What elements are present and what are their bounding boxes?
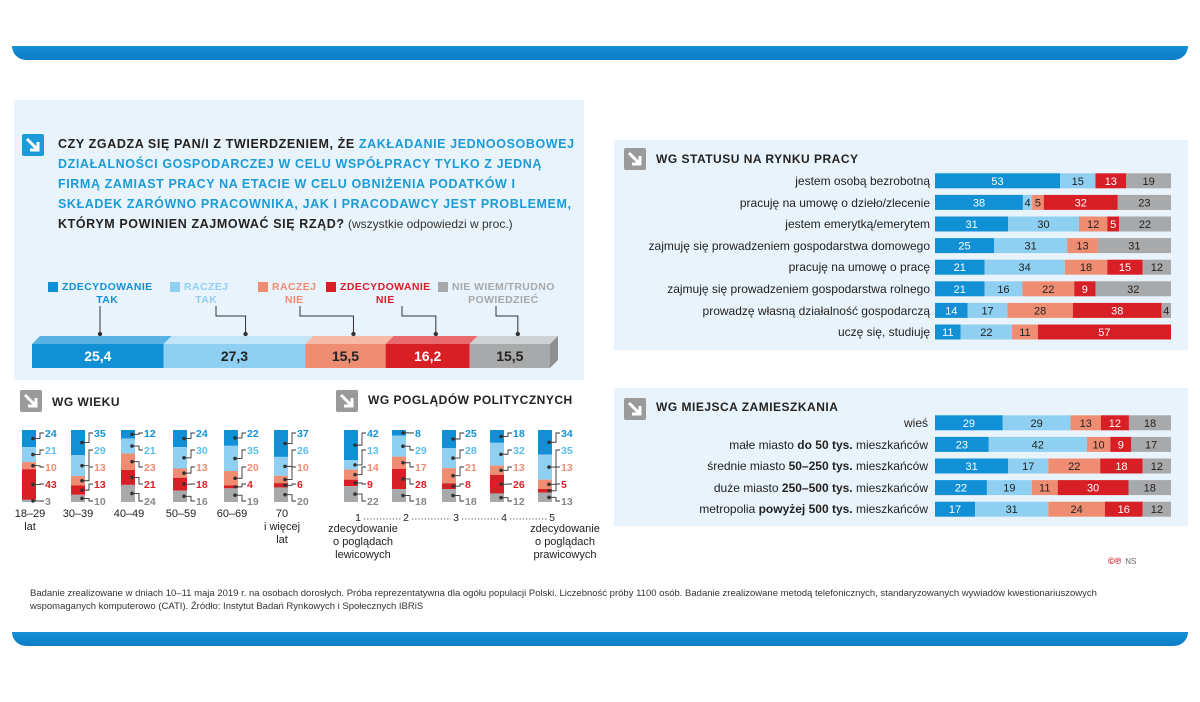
row-label [714, 481, 928, 495]
stacked-value-label: 18 [196, 479, 208, 491]
stacked-value-label: 17 [415, 462, 427, 474]
politics-axis-number: 5 [549, 512, 555, 524]
stacked-value-label: 28 [465, 445, 477, 457]
stacked-value-label: 9 [1117, 439, 1124, 452]
stacked-value-label: 25 [958, 240, 971, 253]
row-label-text: metropolia [699, 502, 759, 517]
row-label [904, 416, 928, 430]
stacked-value-label: 32 [1074, 197, 1087, 210]
age-label-line: lat [276, 534, 288, 546]
stacked-value-label: 13 [1104, 175, 1117, 188]
stacked-value-label: 15 [1071, 175, 1084, 188]
stacked-value-label: 31 [1024, 240, 1037, 253]
stacked-value-label: 4 [1024, 197, 1031, 210]
stacked-value-label: 20 [297, 496, 309, 508]
stacked-value-label: 17 [948, 504, 962, 517]
total-bar-label: 27,3 [220, 348, 249, 364]
total-bar-top [386, 336, 478, 344]
stacked-value-label: 26 [513, 479, 525, 491]
stacked-value-label: 38 [972, 197, 986, 210]
stacked-value-label: 29 [415, 445, 427, 457]
row-label [785, 217, 930, 231]
row-label [838, 325, 930, 339]
stacked-value-label: 16 [997, 283, 1010, 296]
stacked-value-label: 23 [1138, 197, 1151, 210]
stacked-value-label: 13 [94, 462, 106, 474]
stacked-value-label: 21 [45, 445, 57, 457]
stacked-value-label: 35 [94, 428, 106, 440]
total-bar-top [32, 336, 172, 344]
legend-line1: RACZEJ [272, 281, 317, 293]
legend-leader-line [216, 306, 246, 334]
age-category-label [159, 508, 203, 521]
question-note: (wszystkie odpowiedzi w proc.) [344, 217, 513, 231]
politics-caption-line: o poglądach [535, 536, 595, 548]
total-bar-chart [0, 270, 590, 380]
row-label-suffix: mieszkańców [852, 437, 928, 452]
stacked-value-label: 18 [513, 428, 525, 440]
arrow-down-right-icon [624, 148, 646, 170]
legend-line1: RACZEJ [184, 281, 229, 293]
age-label-line: 50–59 [165, 508, 197, 520]
stacked-value-label: 16 [1117, 504, 1130, 517]
arrow-down-right-icon [20, 390, 42, 412]
row-label-text: jestem osobą bezrobotną [795, 174, 930, 188]
stacked-value-label: 22 [1068, 461, 1081, 473]
leader-dot [98, 332, 102, 336]
stacked-value-label: 17 [1145, 439, 1158, 452]
row-label-bold: do 50 tys. [797, 437, 853, 452]
stacked-value-label: 19 [1142, 175, 1155, 188]
question-part1: CZY ZGADZA SIĘ PAN/I Z TWIERDZENIEM, ŻE [58, 137, 359, 151]
row-label-text: jestem emerytką/emerytem [785, 217, 930, 232]
age-category-label [107, 508, 151, 521]
stacked-value-label: 22 [980, 327, 993, 339]
row-label [789, 260, 930, 274]
stacked-value-label: 13 [94, 479, 106, 491]
stacked-value-label: 29 [962, 417, 976, 430]
stacked-value-label: 19 [247, 496, 259, 508]
stacked-value-label: 30 [196, 445, 208, 457]
stacked-value-label: 43 [45, 479, 57, 491]
stacked-value-label: 30 [1086, 482, 1100, 495]
arrow-down-right-icon [624, 398, 646, 420]
total-bar-label: 16,2 [414, 348, 442, 364]
age-label-line: 60–69 [216, 508, 248, 520]
row-label [740, 196, 930, 210]
stacked-value-label: 11 [1039, 482, 1051, 495]
stacked-value-label: 10 [1092, 439, 1105, 452]
stacked-value-label: 29 [94, 445, 106, 457]
stacked-value-label: 11 [942, 327, 954, 339]
row-label [703, 304, 930, 318]
stacked-value-label: 24 [1070, 504, 1083, 517]
row-label [795, 174, 930, 188]
age-label-line: 30–39 [62, 508, 94, 520]
politics-axis-number: 1 [355, 512, 361, 524]
legend-leader-line [496, 306, 518, 334]
stacked-value-label: 3 [45, 496, 51, 508]
stacked-value-label: 37 [297, 428, 309, 440]
row-label-suffix: mieszkańców [852, 502, 928, 517]
stacked-value-label: 9 [367, 479, 373, 491]
row-label-text: uczę się, studiuję [837, 325, 930, 340]
politics-caption-line: lewicowych [335, 549, 391, 561]
stacked-value-label: 35 [247, 445, 259, 457]
status-chart [935, 170, 1175, 345]
leader-dot [243, 332, 247, 336]
stacked-value-label: 4 [1163, 305, 1170, 318]
stacked-value-label: 24 [45, 428, 57, 440]
stacked-value-label: 20 [247, 462, 259, 474]
stacked-value-label: 17 [981, 305, 994, 318]
row-label-text: pracuję na umowę o pracę [788, 260, 930, 275]
stacked-value-label: 15 [1118, 262, 1132, 275]
politics-right-caption [520, 523, 610, 562]
legend-line1: ZDECYDOWANIE [340, 281, 431, 293]
stacked-value-label: 22 [1042, 283, 1055, 296]
row-label [699, 502, 928, 516]
legend-line2: NIE [375, 294, 395, 306]
copyright: ©℗ NS [1108, 556, 1137, 566]
stacked-value-label: 13 [513, 462, 525, 474]
politics-caption-line: o poglądach [333, 536, 393, 548]
row-label-text: prowadzę własną działalność gospodarczą [702, 303, 930, 318]
arrow-down-right-icon [22, 134, 44, 156]
legend-line2: POWIEDZIEĆ [468, 294, 539, 306]
leader-dot [434, 332, 438, 336]
stacked-value-label: 32 [1127, 283, 1140, 296]
stacked-value-label: 42 [367, 428, 379, 440]
stacked-value-label: 18 [1143, 482, 1156, 495]
politics-section-title: WG POGLĄDÓW POLITYCZNYCH [368, 393, 573, 407]
stacked-value-label: 6 [297, 479, 303, 491]
status-section-title: WG STATUSU NA RYNKU PRACY [656, 152, 859, 166]
row-label [667, 282, 930, 296]
total-bar-top [164, 336, 314, 344]
row-label-suffix: mieszkańców [852, 459, 928, 474]
legend-line1: NIE WIEM/TRUDNO [452, 281, 555, 293]
age-category-label [260, 508, 304, 547]
age-category-label [56, 508, 100, 521]
stacked-value-label: 32 [513, 445, 525, 457]
legend-line2: NIE [284, 294, 304, 306]
legend-line2: TAK [96, 294, 119, 306]
stacked-value-label: 4 [247, 479, 253, 491]
politics-axis-number: 2 [403, 512, 409, 524]
stacked-value-label: 13 [1076, 240, 1089, 253]
row-label-text: wieś [903, 416, 928, 430]
stacked-value-label: 10 [297, 462, 309, 474]
stacked-value-label: 21 [465, 462, 477, 474]
legend-leader-line [402, 306, 436, 334]
bottom-band [12, 632, 1188, 646]
stacked-value-label: 28 [415, 479, 427, 491]
stacked-value-label: 18 [1115, 461, 1128, 473]
question-text [58, 134, 578, 234]
politics-axis-number: 4 [501, 512, 507, 524]
leader-dot [351, 332, 355, 336]
stacked-value-label: 26 [297, 445, 309, 457]
total-bar-label: 25,4 [84, 348, 112, 364]
politics-caption-line: zdecydowanie [530, 523, 600, 535]
row-label-bold: 250–500 tys. [781, 480, 853, 495]
politics-caption-line: zdecydowanie [328, 523, 398, 535]
stacked-value-label: 31 [965, 461, 978, 473]
age-label-line: 18–29 [14, 508, 46, 520]
stacked-value-label: 23 [144, 462, 156, 474]
stacked-value-label: 22 [367, 496, 379, 508]
age-category-label [8, 508, 52, 534]
author-initials: NS [1125, 557, 1137, 566]
row-label-text: duże miasto [713, 480, 782, 495]
stacked-value-label: 14 [945, 305, 958, 318]
stacked-value-label: 21 [144, 445, 156, 457]
total-bar-top [470, 336, 558, 344]
stacked-value-label: 14 [367, 462, 379, 474]
age-label-line: 70 [275, 508, 289, 520]
question-part3: KTÓRYM POWINIEN ZAJMOWAĆ SIĘ RZĄD? [58, 217, 345, 231]
stacked-value-label: 21 [953, 262, 966, 275]
row-label-bold: 50–250 tys. [788, 459, 853, 474]
stacked-value-label: 22 [1138, 219, 1152, 231]
age-label-line: 40–49 [113, 508, 145, 520]
stacked-value-label: 35 [561, 445, 573, 457]
top-band [12, 46, 1188, 60]
footnote: Badanie zrealizowane w dniach 10–11 maja 2019 r. na osobach dorosłych. Próba reprezentatywna dla ogółu populacji Polski. Liczebność próby 1100 osób. Badanie zrealizowane metodą telefonicznych, standaryzowanych wywiadów kwestionariuszowych wspomaganych komputerowo (CATI). Źródło: Instytut Badań Rynkowych i Społecznych IBRiS [30, 588, 1097, 612]
stacked-value-label: 12 [1150, 262, 1163, 275]
stacked-value-label: 24 [144, 496, 156, 508]
stacked-value-label: 30 [1037, 219, 1050, 231]
stacked-value-label: 28 [1034, 305, 1047, 318]
stacked-value-label: 10 [94, 496, 106, 508]
stacked-value-label: 13 [561, 462, 573, 474]
row-label-text: pracuję na umowę o dzieło/zlecenie [739, 195, 930, 210]
stacked-value-label: 21 [144, 479, 156, 491]
stacked-value-label: 31 [965, 219, 978, 231]
stacked-value-label: 12 [1150, 504, 1163, 517]
stacked-value-label: 18 [1143, 417, 1157, 430]
stacked-value-label: 16 [196, 496, 208, 508]
stacked-value-label: 12 [144, 428, 156, 440]
stacked-value-label: 12 [1108, 417, 1122, 430]
row-label-text: małe miasto [729, 437, 798, 452]
stacked-value-label: 12 [513, 496, 525, 508]
stacked-value-label: 13 [1079, 417, 1092, 430]
stacked-value-label: 22 [247, 428, 259, 440]
stacked-value-label: 11 [1019, 327, 1031, 339]
age-chart [0, 420, 330, 510]
stacked-value-label: 8 [415, 428, 421, 440]
stacked-value-label: 34 [561, 428, 573, 440]
stacked-value-label: 24 [196, 428, 208, 440]
politics-left-caption [318, 523, 408, 562]
leader-dot [516, 332, 520, 336]
total-bar-top [305, 336, 393, 344]
row-label-text: zajmuję się prowadzeniem gospodarstwa rolnego [667, 282, 930, 296]
stacked-value-label: 31 [1005, 504, 1018, 517]
age-section-title: WG WIEKU [52, 395, 120, 409]
legend-line1: ZDECYDOWANIE [62, 281, 153, 293]
stacked-value-label: 10 [45, 462, 57, 474]
stacked-value-label: 25 [465, 428, 477, 440]
legend-line2: TAK [195, 294, 218, 306]
stacked-value-label: 29 [1030, 417, 1043, 430]
stacked-value-label: 23 [955, 439, 968, 452]
stacked-value-label: 38 [1111, 305, 1124, 318]
stacked-value-label: 19 [1003, 482, 1016, 495]
row-label [707, 459, 928, 473]
stacked-value-label: 12 [1086, 219, 1100, 231]
politics-chart [330, 420, 590, 530]
row-label [649, 239, 930, 253]
row-label-text: średnie miasto [707, 459, 789, 474]
age-label-line: lat [24, 521, 36, 533]
row-label-bold: powyżej 500 tys. [758, 502, 853, 517]
row-label [729, 438, 928, 452]
stacked-value-label: 34 [1018, 262, 1031, 275]
stacked-value-label: 13 [367, 445, 379, 457]
place-chart [935, 412, 1175, 522]
stacked-value-label: 17 [1022, 461, 1035, 473]
stacked-value-label: 21 [953, 283, 966, 296]
stacked-value-label: 31 [1128, 240, 1141, 253]
stacked-value-label: 13 [561, 496, 573, 508]
arrow-down-right-icon [336, 390, 358, 412]
row-label-suffix: mieszkańców [852, 480, 928, 495]
stacked-value-label: 9 [1081, 283, 1088, 296]
legend-leader-line [300, 306, 353, 334]
question-part2: ZAKŁADANIE JEDNOOSOBOWEJ DZIAŁALNOŚCI GOSPODARCZEJ W CELU WSPÓŁPRACY TYLKO Z JEDNĄ FIRMĄ ZAMIAST PRACY NA ETACIE W CELU OBNIŻENIA PODATKÓW I SKŁADEK ZARÓWNO PRACOWNIKA, JAK I PRACODAWCY JEST PROBLEMEM, [58, 137, 575, 211]
stacked-value-label: 18 [415, 496, 427, 508]
row-label-text: zajmuję się prowadzeniem gospodarstwa domowego [648, 238, 930, 253]
stacked-value-label: 18 [465, 496, 477, 508]
total-bar-label: 15,5 [331, 348, 360, 364]
stacked-value-label: 42 [1031, 439, 1044, 452]
politics-caption-line: prawicowych [533, 549, 597, 561]
stacked-value-label: 22 [954, 482, 968, 495]
stacked-value-label: 57 [1098, 327, 1111, 339]
stacked-value-label: 8 [465, 479, 471, 491]
politics-axis-number: 3 [453, 512, 459, 524]
stacked-value-label: 12 [1150, 461, 1163, 473]
stacked-value-label: 53 [991, 175, 1004, 188]
age-label-line: i więcej [263, 521, 301, 533]
stacked-value-label: 18 [1079, 262, 1093, 275]
stacked-value-label: 5 [1110, 219, 1117, 231]
stacked-value-label: 13 [196, 462, 208, 474]
total-bar-label: 15,5 [496, 348, 524, 364]
age-category-label [210, 508, 254, 521]
stacked-value-label: 5 [561, 479, 567, 491]
place-section-title: WG MIEJSCA ZAMIESZKANIA [656, 400, 839, 414]
stacked-value-label: 5 [1034, 197, 1042, 210]
